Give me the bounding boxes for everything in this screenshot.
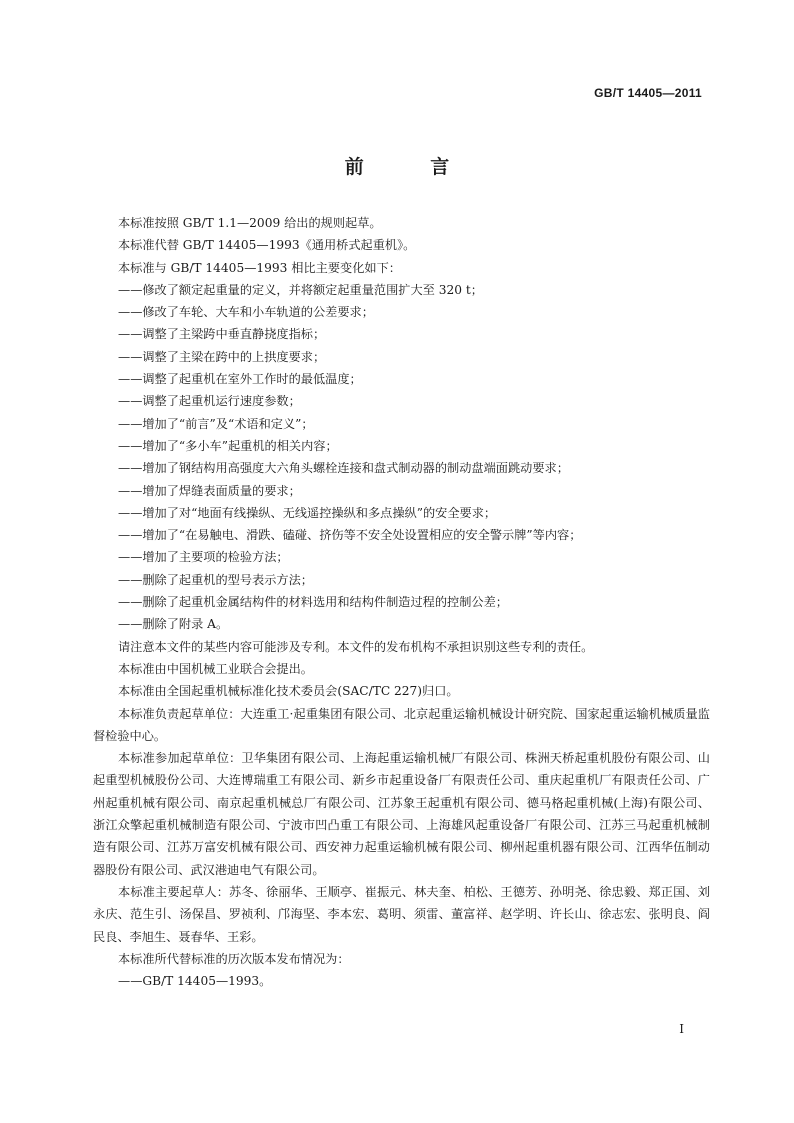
- intro-paragraph: 本标准代替 GB/T 14405—1993《通用桥式起重机》。: [118, 238, 416, 253]
- proposer-paragraph: 本标准由中国机械工业联合会提出。: [118, 661, 313, 676]
- change-item: ——增加了主要项的检验方法；: [118, 550, 289, 565]
- history-intro: 本标准所代替标准的历次版本发布情况为：: [118, 951, 350, 966]
- history-item: ——GB/T 14405—1993。: [118, 974, 272, 989]
- main-drafting-units: 本标准负责起草单位：大连重工·起重集团有限公司、北京起重运输机械设计研究院、国家起重运输机械质量监督检验中心。: [93, 706, 710, 743]
- intro-paragraph: 本标准按照 GB/T 1.1—2009 给出的规则起草。: [118, 216, 382, 230]
- administration-paragraph: 本标准由全国起重机械标准化技术委员会(SAC/TC 227)归口。: [118, 684, 459, 699]
- change-item: ——调整了起重机运行速度参数；: [118, 394, 301, 409]
- change-item: ——调整了主梁在跨中的上拱度要求；: [118, 349, 326, 364]
- main-drafters: 本标准主要起草人：苏冬、徐丽华、王顺亭、崔振元、林夫奎、柏松、王德芳、孙明尧、徐忠毅、郑正国、刘永庆、范生引、汤保昌、罗祯利、邝海坚、李本宏、葛明、须雷、董富祥、赵学明、许长山、徐志宏、张明良、阎民良、李旭生、聂春华、王彩。: [93, 884, 710, 944]
- change-item: ——删除了附录 A。: [118, 617, 229, 632]
- change-item: ——增加了“多小车”起重机的相关内容；: [118, 438, 338, 453]
- page-number: I: [679, 1022, 684, 1036]
- change-item: ——删除了起重机金属结构件的材料选用和结构件制造过程的控制公差；: [118, 595, 508, 610]
- change-item: ——修改了额定起重量的定义，并将额定起重量范围扩大至 320 t；: [118, 282, 483, 297]
- change-item: ——增加了钢结构用高强度大六角头螺栓连接和盘式制动器的制动盘端面跳动要求；: [118, 461, 569, 476]
- patent-notice: 请注意本文件的某些内容可能涉及专利。本文件的发布机构不承担识别这些专利的责任。: [118, 639, 594, 654]
- change-item: ——增加了对“地面有线操纵、无线遥控操纵和多点操纵”的安全要求；: [118, 505, 497, 520]
- intro-paragraph: 本标准与 GB/T 14405—1993 相比主要变化如下：: [118, 260, 401, 275]
- change-item: ——增加了“在易触电、滑跌、磕碰、挤伤等不安全处设置相应的安全警示牌”等内容；: [118, 528, 582, 543]
- change-item: ——调整了起重机在室外工作时的最低温度；: [118, 372, 362, 387]
- participating-drafting-units: 本标准参加起草单位：卫华集团有限公司、上海起重运输机械厂有限公司、株洲天桥起重机股份有限公司、山起重型机械股份公司、大连博瑞重工有限公司、新乡市起重设备厂有限责任公司、重庆起重机厂有限责任公司、广州起重机械有限公司、南京起重机械总厂有限公司、江苏象王起重机有限公司、德马格起重机械(上海)有限公司、浙江众擎起重机械制造有限公司、宁波市凹凸重工有限公司、上海雄风起重设备厂有限公司、江苏三马起重机械制造有限公司、江苏万富安机械有限公司、西安神力起重运输机械有限公司、柳州起重机器有限公司、江西华伍制动器股份有限公司、武汉港迪电气有限公司。: [93, 751, 710, 877]
- change-item: ——调整了主梁跨中垂直静挠度指标；: [118, 327, 326, 342]
- page-title: 前 言: [344, 156, 480, 178]
- foreword-body: [93, 212, 710, 992]
- change-item: ——删除了起重机的型号表示方法；: [118, 572, 313, 587]
- change-item: ——增加了焊缝表面质量的要求；: [118, 483, 301, 498]
- standard-code: GB/T 14405—2011: [594, 86, 702, 100]
- change-item: ——增加了“前言”及“术语和定义”；: [118, 416, 314, 431]
- change-item: ——修改了车轮、大车和小车轨道的公差要求；: [118, 305, 374, 320]
